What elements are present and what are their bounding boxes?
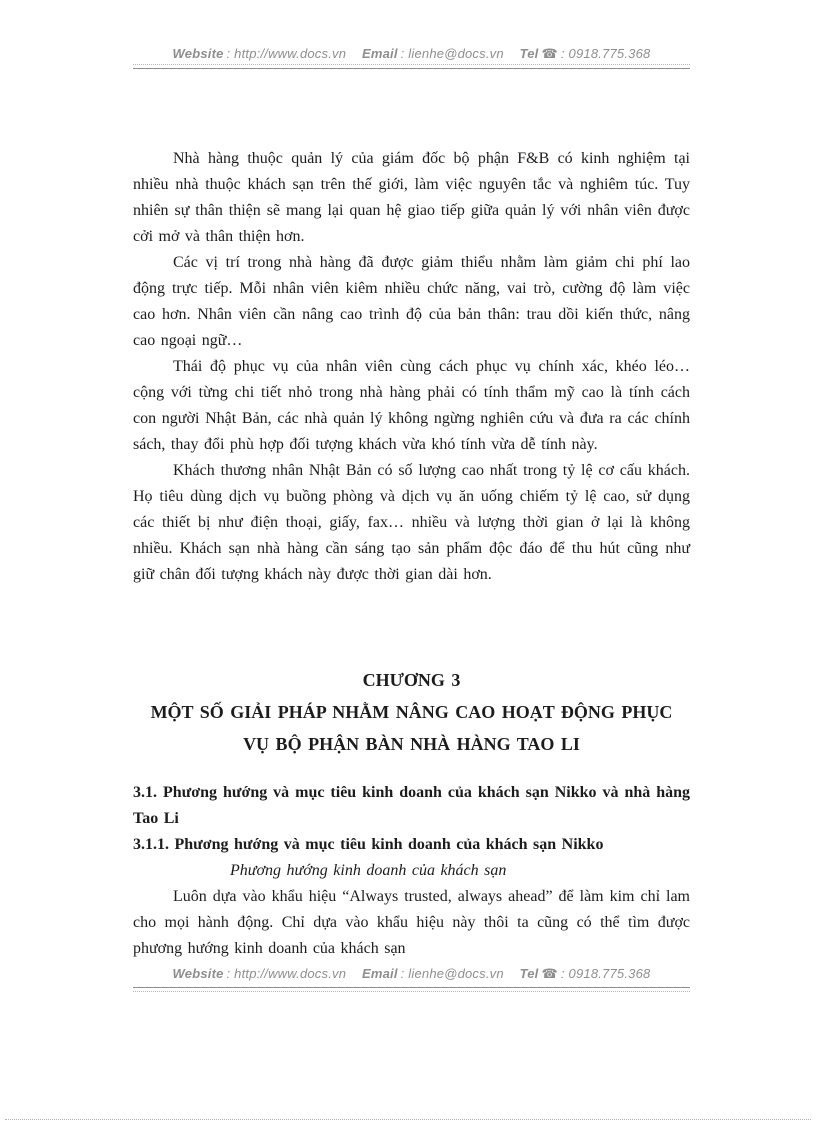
header-tel-value: : 0918.775.368 xyxy=(560,46,651,61)
footer-email-value: : lienhe@docs.vn xyxy=(400,966,504,981)
chapter-title-line-2: VỤ BỘ PHẬN BÀN NHÀ HÀNG TAO LI xyxy=(243,734,580,754)
footer-divider xyxy=(133,987,690,992)
fax-icon: ☎ xyxy=(541,966,558,981)
section-3-1-heading-line-1: 3.1. Phương hướng và mục tiêu kinh doanh của khách sạn Nikko và nhà hàng xyxy=(133,784,690,801)
body-paragraph-5: Luôn dựa vào khẩu hiệu “Always trusted, always ahead” để làm kim chỉ lam cho mọi hành động. Chỉ dựa vào khẩu hiệu này thôi ta cũng có thể tìm được phương hướng kinh doanh của khách sạn xyxy=(133,888,690,957)
header-tel-label: Tel xyxy=(519,46,539,61)
header-email-label: Email xyxy=(361,46,398,61)
footer-email-label: Email xyxy=(361,966,398,981)
fax-icon: ☎ xyxy=(541,46,558,61)
header-website-label: Website xyxy=(172,46,224,61)
page-header xyxy=(133,46,690,62)
section-3-1-1-italic-subheading: Phương hướng kinh doanh của khách sạn xyxy=(230,862,507,879)
chapter-heading xyxy=(133,664,690,760)
chapter-number: CHƯƠNG 3 xyxy=(362,670,461,690)
footer-website-label: Website xyxy=(172,966,224,981)
document-body xyxy=(133,146,690,962)
section-3-1-heading xyxy=(133,780,690,832)
chapter-title-line-1: MỘT SỐ GIẢI PHÁP NHẰM NÂNG CAO HOẠT ĐỘNG PHỤC xyxy=(150,702,673,722)
footer-tel-label: Tel xyxy=(519,966,539,981)
page-footer xyxy=(133,966,690,982)
page-bottom-dotted-line xyxy=(5,1119,811,1120)
section-3-1-1-heading: 3.1.1. Phương hướng và mục tiêu kinh doanh của khách sạn Nikko xyxy=(133,836,604,853)
footer-tel-value: : 0918.775.368 xyxy=(560,966,651,981)
section-3-1-heading-line-2: Tao Li xyxy=(133,810,179,827)
body-paragraph-1: Nhà hàng thuộc quản lý của giám đốc bộ phận F&B có kinh nghiệm tại nhiều nhà thuộc khách sạn trên thế giới, làm việc nguyên tắc và nghiêm túc. Tuy nhiên sự thân thiện sẽ mang lại quan hệ giao tiếp giữa quản lý với nhân viên được cởi mở và thân thiện hơn. xyxy=(133,150,690,245)
footer-website-value: : http://www.docs.vn xyxy=(226,966,347,981)
body-paragraph-3: Thái độ phục vụ của nhân viên cùng cách phục vụ chính xác, khéo léo… cộng với từng chi tiết nhỏ trong nhà hàng phải có tính thẩm mỹ cao là tính cách con người Nhật Bản, các nhà quản lý không ngừng nghiên cứu và đưa ra các chính sách, thay đổi phù hợp đối tượng khách vừa khó tính vừa dễ tính này. xyxy=(133,358,690,453)
header-divider xyxy=(133,64,690,69)
body-paragraph-2: Các vị trí trong nhà hàng đã được giảm thiểu nhằm làm giảm chi phí lao động trực tiếp. Mỗi nhân viên kiêm nhiều chức năng, vai trò, cường độ làm việc cao hơn. Nhân viên cần nâng cao trình độ của bản thân: trau dồi kiến thức, nâng cao ngoại ngữ… xyxy=(133,254,690,349)
header-website-value: : http://www.docs.vn xyxy=(226,46,347,61)
header-email-value: : lienhe@docs.vn xyxy=(400,46,504,61)
body-paragraph-4: Khách thương nhân Nhật Bản có số lượng cao nhất trong tỷ lệ cơ cấu khách. Họ tiêu dùng dịch vụ buồng phòng và dịch vụ ăn uống chiếm tỷ lệ cao, sử dụng các thiết bị như điện thoại, giấy, fax… nhiều và lượng thời gian ở lại là không nhiều. Khách sạn nhà hàng cần sáng tạo sản phẩm độc đáo để thu hút cũng như giữ chân đối tượng khách này được thời gian dài hơn. xyxy=(133,462,690,583)
